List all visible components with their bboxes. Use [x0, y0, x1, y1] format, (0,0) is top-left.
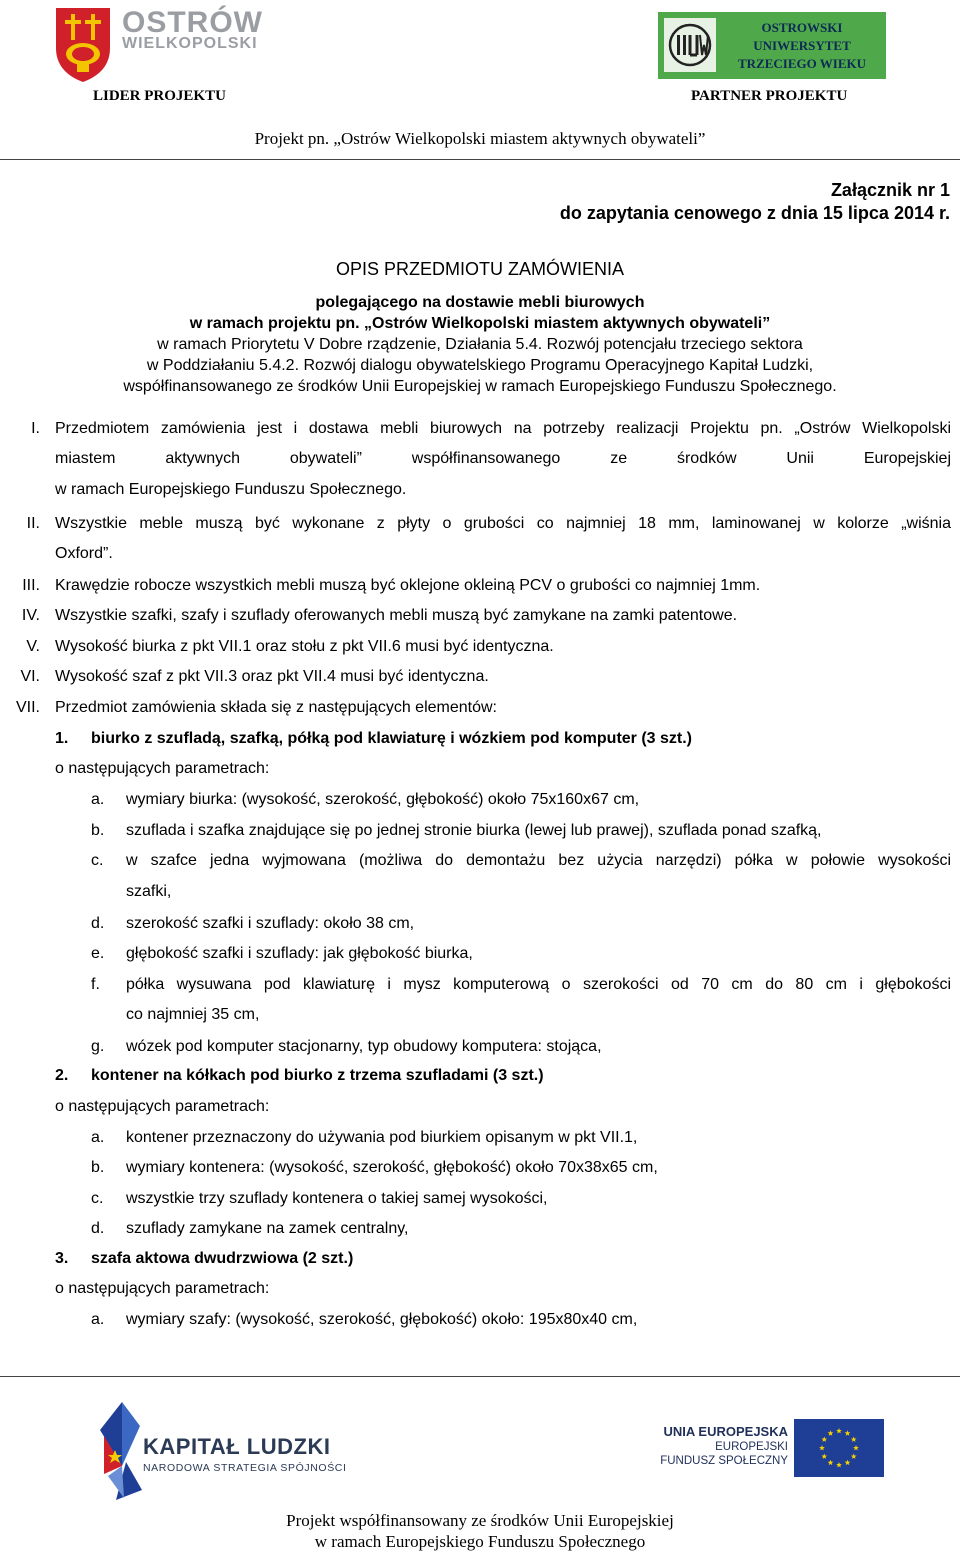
requirements-list — [0, 420, 960, 730]
group-number: 3. — [55, 1250, 69, 1267]
eu-line2: EUROPEJSKI — [715, 1441, 788, 1453]
utw-line2: UNIWERSYTET — [753, 38, 851, 53]
intro-line1: polegającego na dostawie mebli biurowych — [315, 294, 645, 311]
kapital-ludzki-emblem-icon — [96, 1400, 146, 1504]
item-text-line: w ramach Europejskiego Funduszu Społecznego. — [55, 481, 407, 498]
group-container — [0, 1067, 960, 1237]
intro-block — [0, 292, 960, 397]
annex-line1: Załącznik nr 1 — [830, 180, 950, 200]
group-desk — [0, 730, 960, 1060]
utw-emblem-icon — [664, 18, 716, 72]
footer-line1: Projekt współfinansowany ze środków Unii Europejskiej — [286, 1511, 674, 1530]
eu-title: UNIA EUROPEJSKA — [663, 1424, 788, 1439]
item-number: VI. — [20, 668, 40, 685]
item-number: VII. — [15, 699, 40, 716]
item-number: II. — [26, 515, 40, 532]
sub-text-line: wymiary biurka: (wysokość, szerokość, głębokość) około 75x160x67 cm, — [126, 791, 640, 808]
sub-letter: b. — [91, 1159, 105, 1176]
sub-letter: c. — [91, 852, 104, 869]
group-title: biurko z szufladą, szafką, półką pod klawiaturę i wózkiem pod komputer (3 szt.) — [91, 730, 693, 747]
sub-letter: e. — [91, 945, 105, 962]
utw-logo-text — [722, 19, 882, 73]
sub-letter: f. — [91, 976, 100, 993]
partner-label: PARTNER PROJEKTU — [691, 88, 848, 104]
kapital-ludzki-subtitle: NARODOWA STRATEGIA SPÓJNOŚCI — [143, 1462, 347, 1474]
group-number: 2. — [55, 1067, 69, 1084]
utw-line1: OSTROWSKI — [761, 20, 843, 35]
group-title: szafa aktowa dwudrzwiowa (2 szt.) — [91, 1250, 354, 1267]
city-logo-line2: WIELKOPOLSKI — [122, 35, 258, 52]
sub-text-line: kontener przeznaczony do używania pod biurkiem opisanym w pkt VII.1, — [126, 1129, 638, 1146]
intro-line4: w Poddziałaniu 5.4.2. Rozwój dialogu obywatelskiego Programu Operacyjnego Kapitał Ludzki, — [146, 357, 814, 374]
group-params-label: o następujących parametrach: — [55, 1280, 270, 1297]
intro-line2: w ramach projektu pn. „Ostrów Wielkopolski miastem aktywnych obywateli” — [189, 315, 771, 332]
sub-text-line: wymiary szafy: (wysokość, szerokość, głębokość) około: 195x80x40 cm, — [126, 1311, 638, 1328]
sub-text-line: wózek pod komputer stacjonarny, typ obudowy komputera: stojąca, — [126, 1038, 602, 1055]
lead-label: LIDER PROJEKTU — [93, 88, 226, 104]
item-text-line: Wszystkie meble muszą być wykonane z płyty o grubości co najmniej 18 mm, laminowanej w kolorze „wiśnia — [55, 515, 951, 532]
intro-line5: współfinansowanego ze środków Unii Europejskiej w ramach Europejskiego Funduszu Społecznego. — [123, 378, 837, 395]
sub-letter: d. — [91, 915, 105, 932]
item-text-line: Przedmiotem zamówienia jest i dostawa mebli biurowych na potrzeby realizacji Projektu pn. „Ostrów Wielkopolski — [55, 420, 951, 437]
item-text-line: Przedmiot zamówienia składa się z następujących elementów: — [55, 699, 497, 716]
city-logo-text — [122, 8, 282, 52]
item-text-line: Krawędzie robocze wszystkich mebli muszą być oklejone okleiną PCV o grubości co najmniej 1mm. — [55, 577, 761, 594]
group-params-label: o następujących parametrach: — [55, 760, 270, 777]
group-cabinet — [0, 1250, 960, 1340]
header-divider — [0, 159, 960, 160]
item-text-line: Wszystkie szafki, szafy i szuflady oferowanych mebli muszą być zamykane na zamki patentowe. — [55, 607, 738, 624]
document-title: OPIS PRZEDMIOTU ZAMÓWIENIA — [335, 259, 624, 279]
sub-text-line: co najmniej 35 cm, — [126, 1006, 260, 1023]
utw-line3: TRZECIEGO WIEKU — [738, 56, 866, 71]
sub-letter: a. — [91, 1311, 105, 1328]
sub-letter: g. — [91, 1038, 105, 1055]
sub-text-line: szerokość szafki i szuflady: około 38 cm, — [126, 915, 415, 932]
item-text-line: Wysokość szaf z pkt VII.3 oraz pkt VII.4 musi być identyczna. — [55, 668, 489, 685]
item-number: V. — [26, 638, 40, 655]
sub-letter: c. — [91, 1190, 104, 1207]
item-number: III. — [22, 577, 40, 594]
group-title: kontener na kółkach pod biurko z trzema szufladami (3 szt.) — [91, 1067, 544, 1084]
kapital-ludzki-title: KAPITAŁ LUDZKI — [143, 1434, 331, 1459]
sub-text-line: głębokość szafki i szuflady: jak głębokość biurka, — [126, 945, 473, 962]
item-number: I. — [31, 420, 40, 437]
item-text-line: miastem aktywnych obywateli” współfinansowanego ze środków Unii Europejskiej — [55, 450, 951, 467]
sub-text-line: półka wysuwana pod klawiaturę i mysz komputerową o szerokości od 70 cm do 80 cm i głębokości — [126, 976, 951, 993]
item-text-line: Oxford”. — [55, 545, 113, 562]
sub-text-line: wymiary kontenera: (wysokość, szerokość, głębokość) około 70x38x65 cm, — [126, 1159, 658, 1176]
group-number: 1. — [55, 730, 69, 747]
sub-letter: a. — [91, 1129, 105, 1146]
sub-letter: b. — [91, 822, 105, 839]
utw-logo — [658, 12, 886, 79]
project-title: Projekt pn. „Ostrów Wielkopolski miastem aktywnych obywateli” — [254, 129, 706, 148]
sub-text-line: szuflady zamykane na zamek centralny, — [126, 1220, 409, 1237]
intro-line3: w ramach Priorytetu V Dobre rządzenie, Działania 5.4. Rozwój potencjału trzeciego sektora — [157, 336, 803, 353]
eu-flag-icon — [794, 1419, 884, 1477]
item-number: IV. — [21, 607, 40, 624]
sub-text-line: szafki, — [126, 883, 172, 900]
sub-text-line: wszystkie trzy szuflady kontenera o takiej samej wysokości, — [126, 1190, 548, 1207]
sub-letter: d. — [91, 1220, 105, 1237]
eu-line3: FUNDUSZ SPOŁECZNY — [660, 1455, 788, 1467]
annex-line2: do zapytania cenowego z dnia 15 lipca 2014 r. — [559, 203, 950, 223]
group-params-label: o następujących parametrach: — [55, 1098, 270, 1115]
city-logo-line1: OSTRÓW — [122, 6, 263, 39]
item-text-line: Wysokość biurka z pkt VII.1 oraz stołu z pkt VII.6 musi być identyczna. — [55, 638, 554, 655]
sub-text-line: szuflada i szafka znajdujące się po jednej stronie biurka (lewej lub prawej), szuflada ponad szafką, — [126, 822, 822, 839]
annex-heading — [560, 179, 950, 225]
footer-line2: w ramach Europejskiego Funduszu Społecznego — [314, 1532, 646, 1551]
sub-letter: a. — [91, 791, 105, 808]
city-crest-logo — [52, 4, 114, 84]
sub-text-line: w szafce jedna wyjmowana (możliwa do demontażu bez użycia narzędzi) półka w połowie wysokości — [126, 852, 951, 869]
footer-divider — [0, 1376, 960, 1377]
